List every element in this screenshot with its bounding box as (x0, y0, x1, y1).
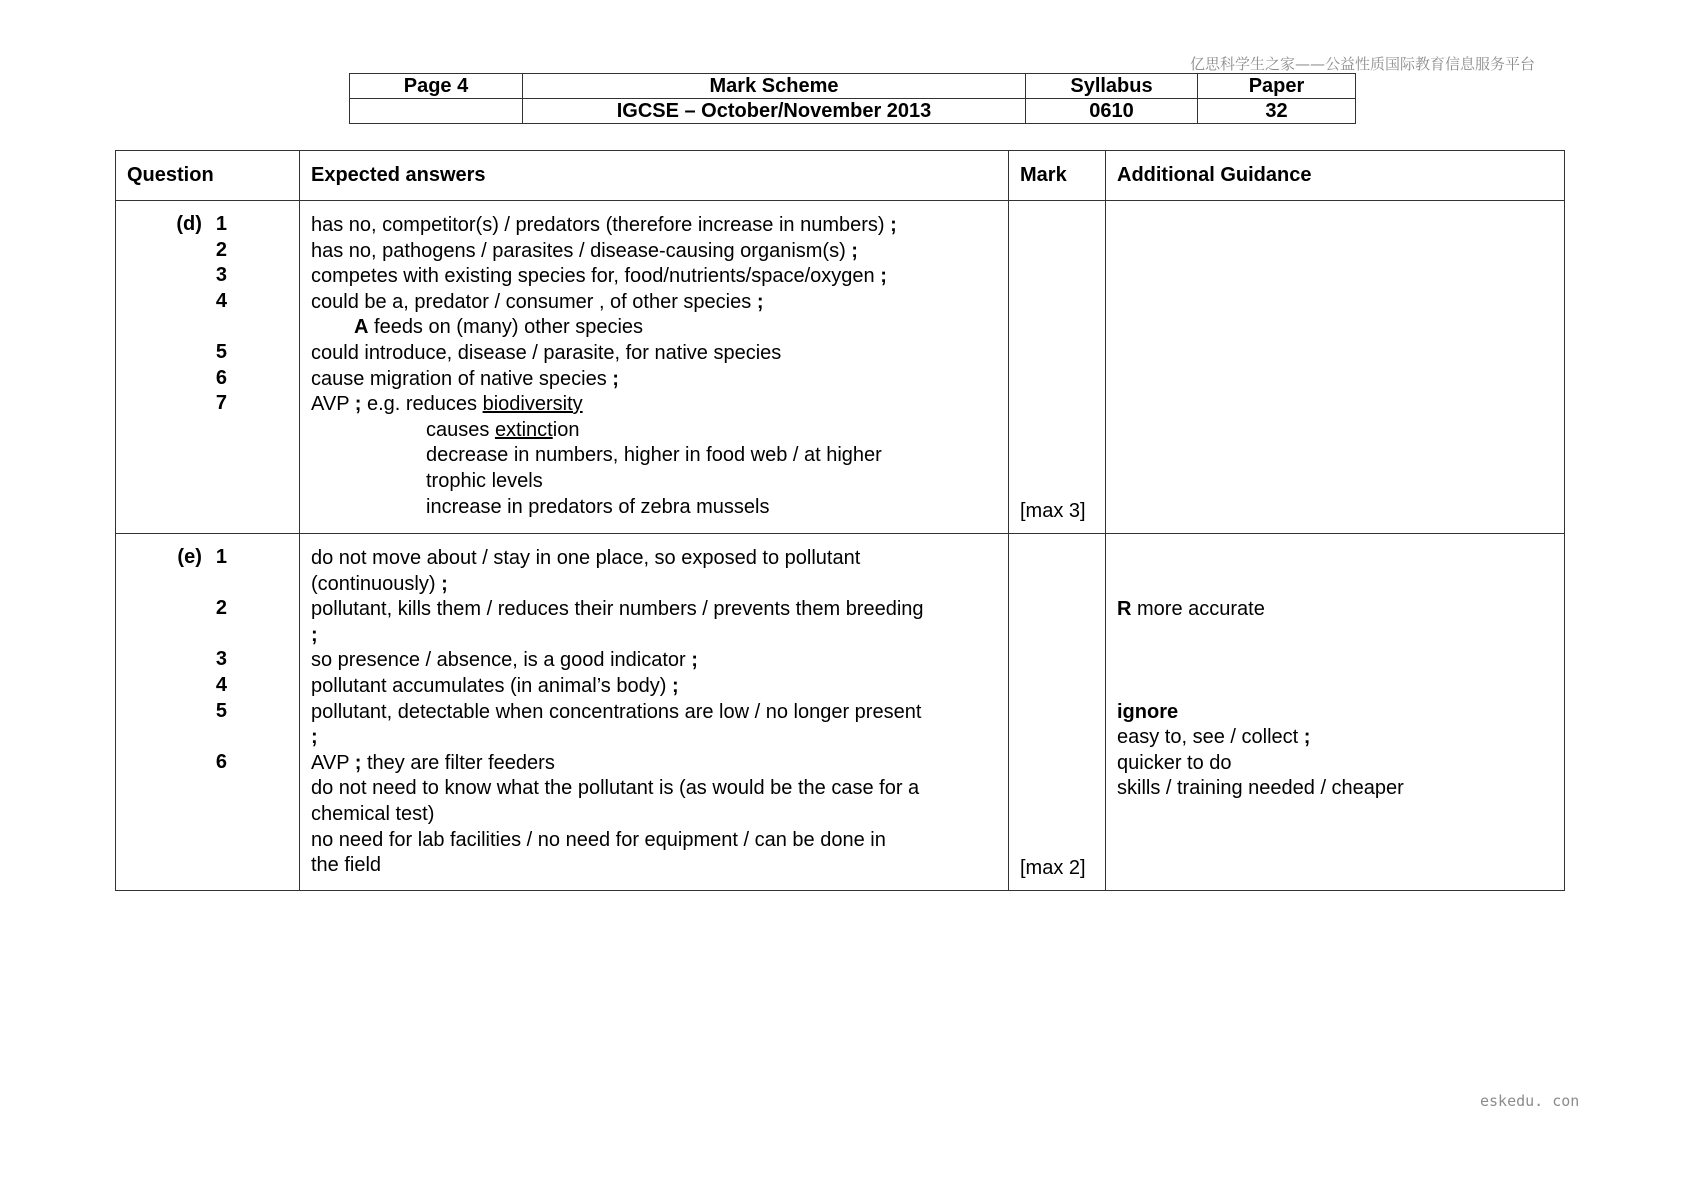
answer-line: do not move about / stay in one place, so exposed to pollutant (311, 547, 861, 569)
header-mark-scheme: Mark Scheme (523, 74, 1026, 99)
answers-d-cell (300, 201, 1009, 534)
question-number: 2 (215, 597, 227, 620)
mark-scheme-table (115, 150, 1565, 891)
guidance-line: easy to, see / collect ; (1117, 726, 1311, 749)
header-exam: IGCSE – October/November 2013 (523, 99, 1026, 124)
answer-line: AVP ; e.g. reduces biodiversity (311, 393, 583, 416)
guidance-e-cell (1106, 534, 1565, 891)
answer-line: cause migration of native species ; (311, 367, 619, 390)
footer-site: eskedu. con (1480, 1092, 1580, 1110)
guidance-line: skills / training needed / cheaper (1117, 777, 1404, 800)
question-number: 5 (215, 699, 227, 722)
mark-value: [max 3] (1020, 500, 1086, 522)
answer-line: pollutant, kills them / reduces their numbers / prevents them breeding (311, 598, 924, 621)
answer-line: could be a, predator / consumer , of other species ; (311, 290, 764, 313)
mark-d-cell (1009, 201, 1106, 534)
answer-line: pollutant accumulates (in animal’s body) ; (311, 674, 679, 697)
watermark: 亿思科学生之家——公益性质国际教育信息服务平台 (1190, 55, 1536, 73)
guidance-d-cell (1106, 201, 1565, 534)
column-expected-answers: Expected answers (300, 151, 1009, 201)
question-number: 5 (215, 340, 227, 363)
answer-line: no need for lab facilities / no need for equipment / can be done in (311, 828, 886, 851)
answer-line: do not need to know what the pollutant is (as would be the case for a (311, 777, 920, 800)
answer-line: A feeds on (many) other species (354, 316, 644, 339)
answer-line: decrease in numbers, higher in food web / at higher (426, 444, 882, 467)
answer-line: causes extinction (426, 418, 580, 441)
answer-line: trophic levels (426, 469, 543, 492)
row-section-d (116, 201, 1565, 534)
answer-line: competes with existing species for, food/nutrients/space/oxygen ; (311, 265, 887, 288)
question-number: 6 (215, 750, 227, 773)
question-number: 7 (215, 392, 227, 415)
question-number: 1 (215, 213, 227, 235)
question-number: 1 (215, 546, 227, 568)
header-empty-cell (350, 99, 523, 124)
guidance-line: R more accurate (1117, 598, 1265, 621)
header-page: Page 4 (350, 74, 523, 99)
header-syllabus-code: 0610 (1026, 99, 1198, 124)
answer-line: could introduce, disease / parasite, for native species (311, 341, 782, 364)
answer-line: so presence / absence, is a good indicator ; (311, 649, 698, 672)
question-number: 3 (215, 264, 227, 287)
answers-e-cell (300, 534, 1009, 891)
question-number: 4 (215, 673, 227, 696)
question-number: 2 (215, 238, 227, 261)
header-table (349, 73, 1356, 124)
question-number: 4 (215, 289, 227, 312)
question-part-d: (d) (176, 213, 202, 235)
answer-line: AVP ; they are filter feeders (311, 751, 555, 774)
answer-line: has no, competitor(s) / predators (therefore increase in numbers) ; (311, 214, 897, 236)
header-syllabus-label: Syllabus (1026, 74, 1198, 99)
answer-line: ; (311, 623, 318, 646)
question-part-e: (e) (177, 546, 202, 568)
question-d-cell (116, 201, 300, 534)
answer-line: (continuously) ; (311, 572, 448, 595)
mark-e-cell (1009, 534, 1106, 891)
column-question: Question (116, 151, 300, 201)
column-mark: Mark (1009, 151, 1106, 201)
mark-value: [max 2] (1020, 857, 1086, 879)
question-e-cell (116, 534, 300, 891)
answer-line: chemical test) (311, 802, 435, 825)
answer-line: the field (311, 854, 382, 877)
question-number: 3 (215, 648, 227, 671)
guidance-line: ignore (1117, 700, 1179, 723)
answer-line: increase in predators of zebra mussels (426, 495, 770, 518)
answer-line: has no, pathogens / parasites / disease-causing organism(s) ; (311, 239, 858, 262)
row-section-e (116, 534, 1565, 891)
question-number: 6 (215, 366, 227, 389)
guidance-line: quicker to do (1117, 751, 1232, 774)
answer-line: ; (311, 726, 318, 749)
header-paper-number: 32 (1198, 99, 1356, 124)
column-additional-guidance: Additional Guidance (1106, 151, 1565, 201)
header-paper-label: Paper (1198, 74, 1356, 99)
answer-line: pollutant, detectable when concentrations are low / no longer present (311, 700, 922, 723)
